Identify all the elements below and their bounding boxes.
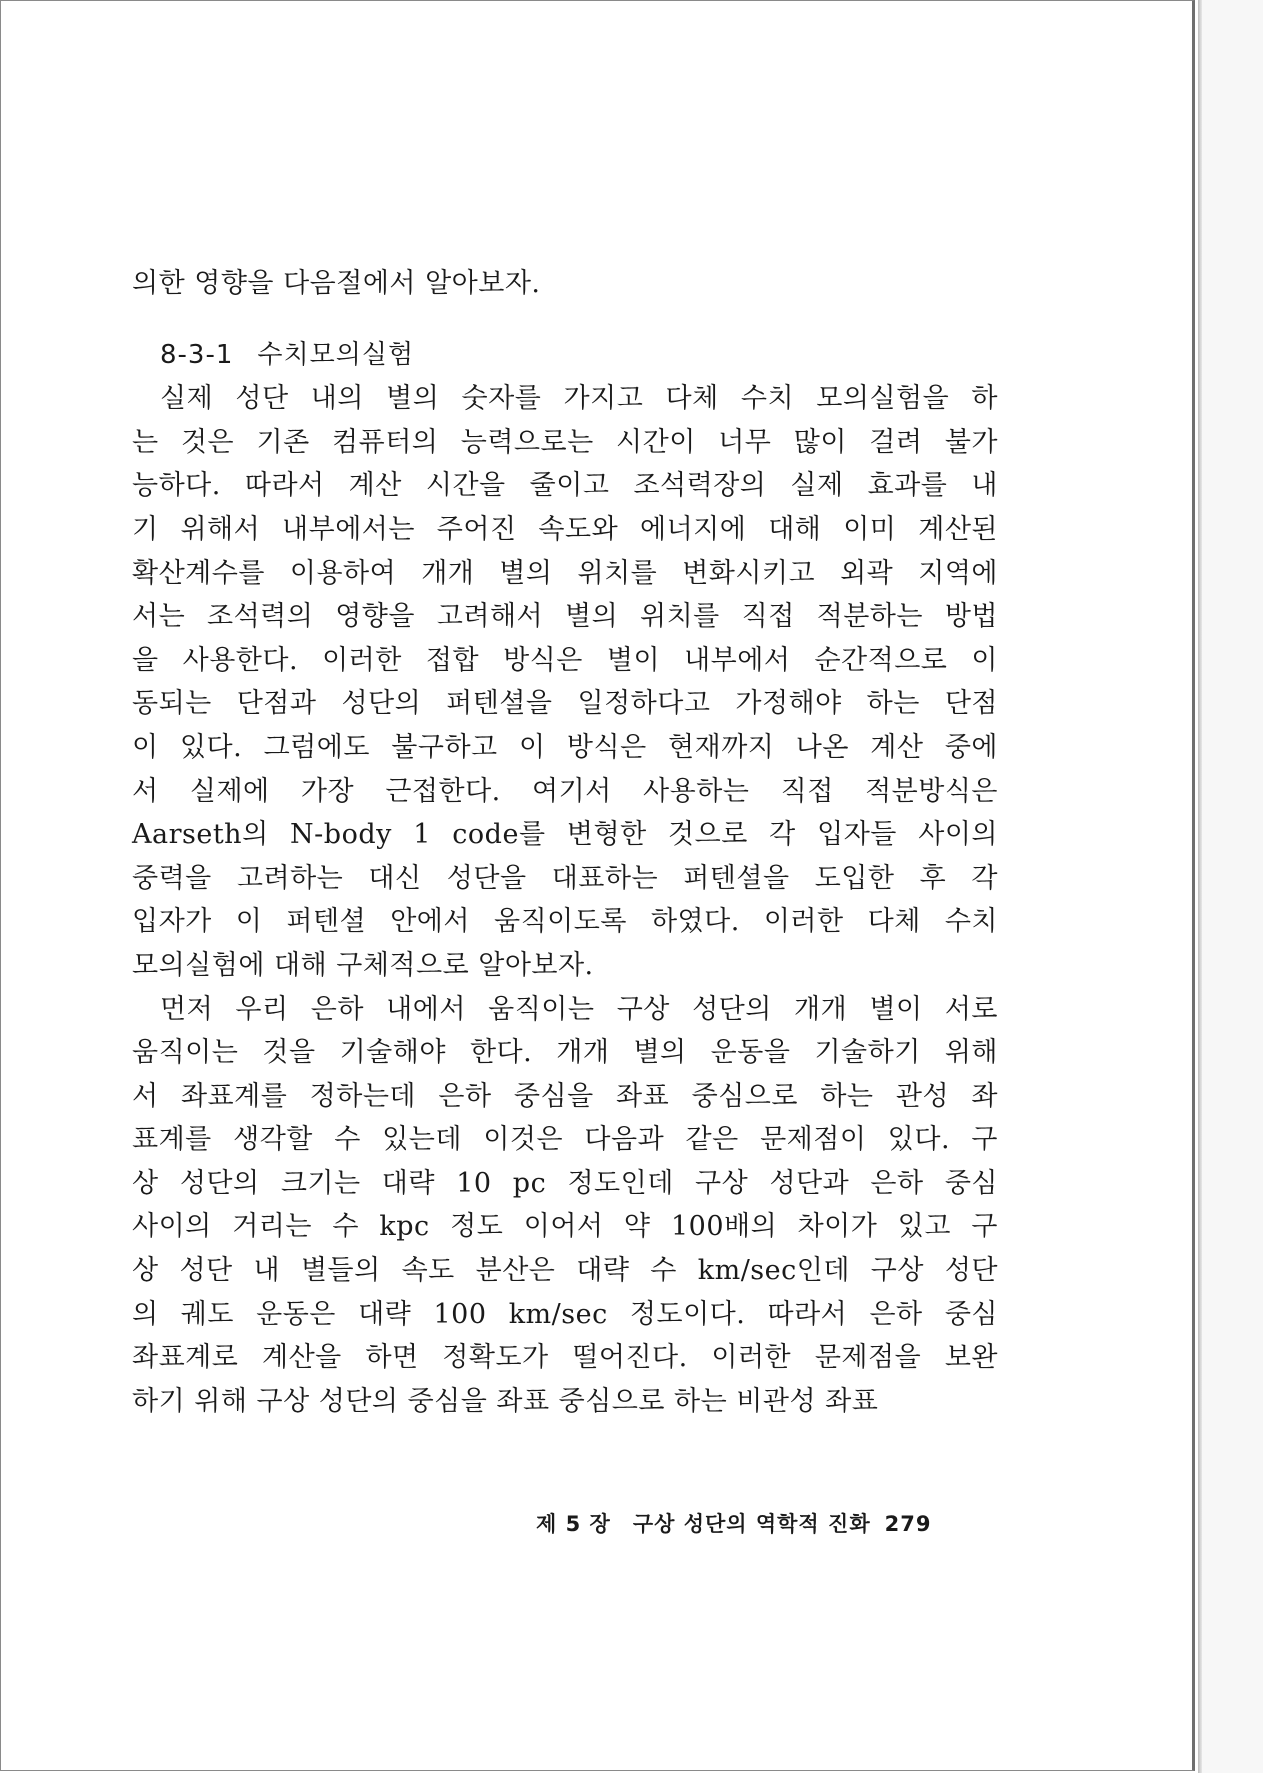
text-line: 을 사용한다. 이러한 접합 방식은 별이 내부에서 순간적으로 이 <box>132 644 998 676</box>
text-line: 서 실제에 가장 근접한다. 여기서 사용하는 직접 적분방식은 <box>132 775 998 807</box>
text-line: 확산계수를 이용하여 개개 별의 위치를 변화시키고 외곽 지역에 <box>132 557 998 589</box>
text-line: 능하다. 따라서 계산 시간을 줄이고 조석력장의 실제 효과를 내 <box>132 470 998 502</box>
footer-chapter-title: 구상 성단의 역학적 진화 <box>632 1512 871 1536</box>
text-line: 는 것은 기존 컴퓨터의 능력으로는 시간이 너무 많이 걸려 불가 <box>132 426 998 458</box>
text-line: 상 성단의 크기는 대략 10 pc 정도인데 구상 성단과 은하 중심 <box>132 1167 998 1199</box>
paragraph-1 <box>132 377 998 987</box>
footer-chapter: 제 5 장 <box>536 1512 611 1536</box>
page-footer <box>536 1508 976 1538</box>
section-heading <box>132 334 998 378</box>
text-line: 동되는 단점과 성단의 퍼텐셜을 일정하다고 가정해야 하는 단점 <box>132 688 998 720</box>
text-line: 표계를 생각할 수 있는데 이것은 다음과 같은 문제점이 있다. 구 <box>132 1124 998 1156</box>
text-line: 이 있다. 그럼에도 불구하고 이 방식은 현재까지 나온 계산 중에 <box>132 731 998 763</box>
section-number: 8-3-1 <box>160 339 234 370</box>
page-edge-shadow <box>1198 0 1202 1773</box>
text-line: 중력을 고려하는 대신 성단을 대표하는 퍼텐셜을 도입한 후 각 <box>132 862 998 894</box>
page-body <box>132 262 998 1423</box>
text-line: 하기 위해 구상 성단의 중심을 좌표 중심으로 하는 비관성 좌표 <box>132 1385 879 1417</box>
text-line: 입자가 이 퍼텐셜 안에서 움직이도록 하였다. 이러한 다체 수치 <box>132 906 998 938</box>
text-line: 기 위해서 내부에서는 주어진 속도와 에너지에 대해 이미 계산된 <box>132 513 998 545</box>
text-line: 좌표계로 계산을 하면 정확도가 떨어진다. 이러한 문제점을 보완 <box>132 1342 998 1374</box>
text-line: 사이의 거리는 수 kpc 정도 이어서 약 100배의 차이가 있고 구 <box>132 1211 998 1243</box>
text-line: 상 성단 내 별들의 속도 분산은 대략 수 km/sec인데 구상 성단 <box>132 1255 998 1287</box>
text-line: 움직이는 것을 기술해야 한다. 개개 별의 운동을 기술하기 위해 <box>132 1037 998 1069</box>
text-line: 서 좌표계를 정하는데 은하 중심을 좌표 중심으로 하는 관성 좌 <box>132 1080 998 1112</box>
page-number: 279 <box>884 1512 932 1536</box>
text-line: 모의실험에 대해 구체적으로 알아보자. <box>132 949 594 981</box>
top-fragment-line: 의한 영향을 다음절에서 알아보자. <box>132 268 541 299</box>
viewer-background <box>1202 0 1263 1773</box>
text-line: Aarseth의 N-body 1 code를 변형한 것으로 각 입자들 사이의 <box>132 819 998 851</box>
section-title: 수치모의실험 <box>257 339 415 370</box>
text-line: 의 궤도 운동은 대략 100 km/sec 정도이다. 따라서 은하 중심 <box>132 1298 998 1330</box>
text-line: 서는 조석력의 영향을 고려해서 별의 위치를 직접 적분하는 방법 <box>132 601 998 633</box>
text-line: 실제 성단 내의 별의 숫자를 가지고 다체 수치 모의실험을 하 <box>160 383 998 415</box>
paragraph-2 <box>132 988 998 1424</box>
text-line: 먼저 우리 은하 내에서 움직이는 구상 성단의 개개 별이 서로 <box>160 993 998 1025</box>
